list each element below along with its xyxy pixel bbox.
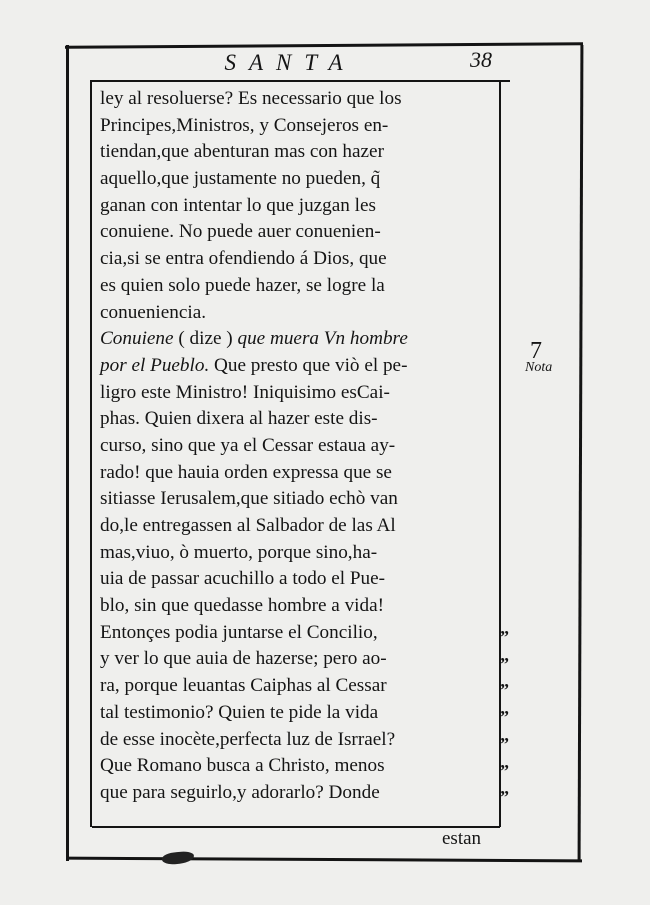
frame-top-rule bbox=[65, 42, 583, 49]
line-text: curso, sino que ya el Cessar estaua ay- bbox=[100, 434, 396, 456]
frame-right-rule bbox=[578, 45, 584, 861]
text-line bbox=[100, 620, 492, 647]
line-text: Entonçes podia juntarse el Concilio, bbox=[100, 621, 378, 643]
text-line bbox=[100, 300, 492, 327]
line-text: phas. Quien dixera al hazer este dis- bbox=[100, 408, 378, 430]
header-rule bbox=[90, 80, 510, 82]
text-column-bottom-rule bbox=[92, 826, 500, 828]
line-text: rado! que hauia orden expressa que se bbox=[100, 461, 392, 483]
text-line bbox=[100, 566, 492, 593]
quote-mark: ” bbox=[500, 787, 509, 808]
text-line bbox=[100, 593, 492, 620]
quote-mark: ” bbox=[500, 707, 509, 728]
line-text: Que Romano busca a Christo, menos bbox=[100, 755, 385, 777]
body-text bbox=[100, 86, 492, 807]
ink-smudge bbox=[162, 851, 195, 865]
line-text: cia,si se entra ofendiendo á Dios, que bbox=[100, 248, 387, 270]
text-line bbox=[100, 353, 492, 380]
text-line bbox=[100, 727, 492, 754]
text-line bbox=[100, 166, 492, 193]
line-text: es quien solo puede hazer, se logre la bbox=[100, 274, 385, 296]
text-line bbox=[100, 673, 492, 700]
line-text: y ver lo que auia de hazerse; pero ao- bbox=[100, 648, 387, 670]
text-line bbox=[100, 113, 492, 140]
frame-left-rule bbox=[66, 45, 69, 861]
text-line bbox=[100, 273, 492, 300]
quote-mark: ” bbox=[500, 680, 509, 701]
quote-mark: ” bbox=[500, 733, 509, 754]
italic-segment: que muera Vn hombre bbox=[237, 328, 408, 350]
catchword: estan bbox=[442, 828, 482, 849]
line-text: Principes,Ministros, y Consejeros en- bbox=[100, 114, 389, 136]
line-text: de esse inocète,perfecta luz de Isrrael? bbox=[100, 728, 396, 750]
line-text: ligro este Ministro! Iniquisimo esCai- bbox=[100, 381, 390, 403]
text-line bbox=[100, 246, 492, 273]
quote-mark: ” bbox=[500, 627, 509, 647]
line-text: ley al resoluerse? Es necessario que los bbox=[100, 88, 402, 109]
line-text: tiendan,que abenturan mas con hazer bbox=[100, 141, 384, 163]
line-text: sitiasse Ierusalem,que sitiado echò van bbox=[100, 488, 398, 510]
page-number: 38 bbox=[470, 47, 492, 72]
text-column-left-rule bbox=[90, 82, 92, 827]
line-text: conueniencia. bbox=[100, 301, 207, 323]
line-text: do,le entregassen al Salbador de las Al bbox=[100, 515, 396, 536]
text-line bbox=[100, 780, 492, 807]
line-text: mas,viuo, ò muerto, porque sino,ha- bbox=[100, 541, 378, 563]
text-line bbox=[100, 326, 492, 353]
text-line bbox=[100, 219, 492, 246]
margin-note-number: 7 bbox=[530, 338, 542, 364]
line-text: uia de passar acuchillo a todo el Pue- bbox=[100, 568, 386, 590]
line-text: conuiene. No puede auer conuenien- bbox=[100, 221, 381, 243]
text-line bbox=[100, 486, 492, 513]
text-line bbox=[100, 193, 492, 220]
margin-note-label: Nota bbox=[525, 360, 553, 375]
line-text: tal testimonio? Quien te pide la vida bbox=[100, 701, 379, 723]
text-line bbox=[100, 513, 492, 540]
roman-segment: ( dize ) bbox=[173, 328, 238, 350]
text-line bbox=[100, 646, 492, 673]
quote-mark: ” bbox=[500, 653, 509, 674]
italic-segment: Conuiene bbox=[100, 328, 174, 350]
roman-segment: Que presto que viò el pe- bbox=[209, 354, 408, 376]
text-line bbox=[100, 139, 492, 166]
line-text: ra, porque leuantas Caiphas al Cessar bbox=[100, 675, 387, 697]
text-line bbox=[100, 86, 492, 113]
text-line bbox=[100, 406, 492, 433]
text-line bbox=[100, 380, 492, 407]
text-line bbox=[100, 753, 492, 780]
running-title: SANTA bbox=[224, 50, 356, 75]
line-text: aquello,que justamente no pueden, q̃ bbox=[100, 168, 381, 190]
line-text: ganan con intentar lo que juzgan les bbox=[100, 194, 376, 216]
text-line bbox=[100, 540, 492, 567]
text-line bbox=[100, 700, 492, 727]
line-text: blo, sin que quedasse hombre a vida! bbox=[100, 595, 385, 617]
text-line bbox=[100, 460, 492, 487]
italic-segment: por el Pueblo. bbox=[100, 354, 210, 376]
line-text: que para seguirlo,y adorarlo? Donde bbox=[100, 781, 380, 803]
frame-bottom-rule bbox=[66, 857, 582, 863]
quote-mark: ” bbox=[500, 760, 509, 781]
text-line bbox=[100, 433, 492, 460]
